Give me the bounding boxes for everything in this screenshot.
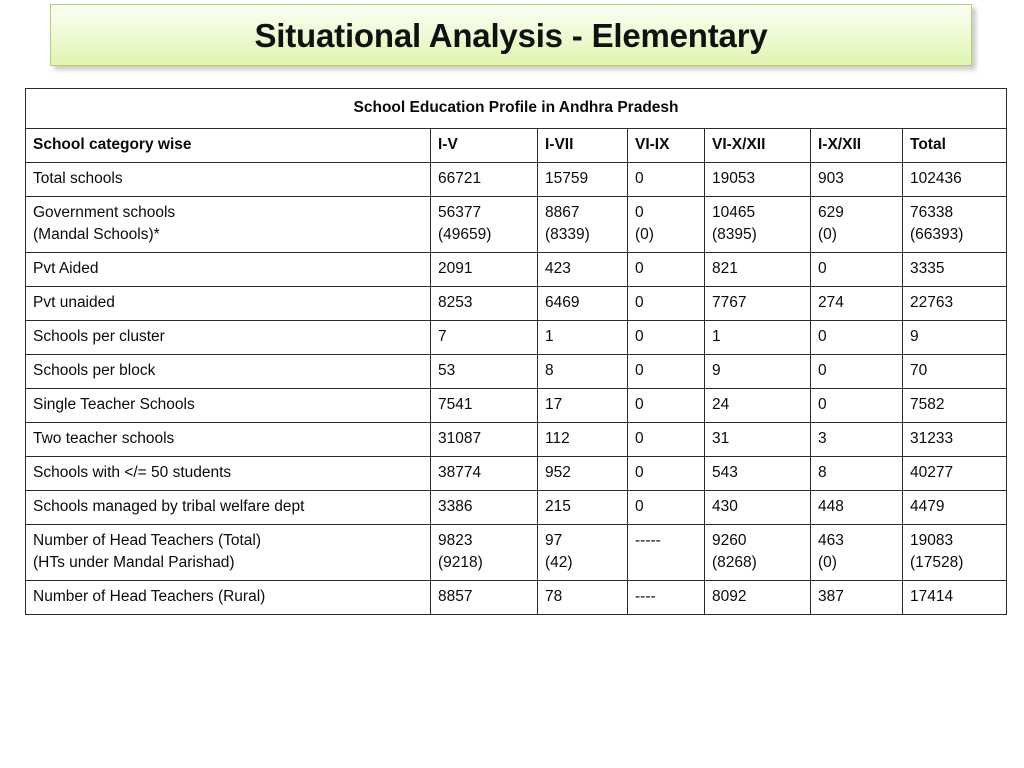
cell-value: 448 xyxy=(818,498,844,515)
cell-value: 1 xyxy=(712,328,721,345)
row-label-line2: (HTs under Mandal Parishad) xyxy=(33,554,235,571)
cell-value: 9 xyxy=(712,362,721,379)
cell-r9-c2 xyxy=(628,491,705,525)
cell-r1-c4 xyxy=(811,197,903,253)
cell-value-line2 xyxy=(635,552,697,574)
cell-r0-c0 xyxy=(431,163,538,197)
cell-value: 463 xyxy=(818,532,844,549)
table-row xyxy=(26,197,1007,253)
row-label-3 xyxy=(26,287,431,321)
cell-r8-c3 xyxy=(705,457,811,491)
table-row xyxy=(26,581,1007,615)
cell-value: 112 xyxy=(545,430,570,447)
column-header-5: I-X/XII xyxy=(811,129,903,163)
cell-value: 629 xyxy=(818,204,844,221)
cell-r11-c4 xyxy=(811,581,903,615)
cell-value: 0 xyxy=(818,396,827,413)
cell-r1-c1 xyxy=(538,197,628,253)
cell-value: 102436 xyxy=(910,170,962,187)
cell-value: 9260 xyxy=(712,532,747,549)
cell-value: 9 xyxy=(910,328,919,345)
cell-r0-c3 xyxy=(705,163,811,197)
cell-value: 31087 xyxy=(438,430,482,447)
cell-value: 0 xyxy=(818,328,827,345)
cell-value: 903 xyxy=(818,170,844,187)
row-label-line1: Schools managed by tribal welfare dept xyxy=(33,498,305,515)
cell-r2-c4 xyxy=(811,253,903,287)
column-header-6: Total xyxy=(903,129,1007,163)
cell-r11-c2 xyxy=(628,581,705,615)
cell-value: 0 xyxy=(635,362,644,379)
cell-value: 10465 xyxy=(712,204,756,221)
cell-r6-c2 xyxy=(628,389,705,423)
cell-value: 8253 xyxy=(438,294,473,311)
row-label-line1: Total schools xyxy=(33,170,123,187)
row-label-11 xyxy=(26,581,431,615)
cell-r11-c3 xyxy=(705,581,811,615)
cell-value: 24 xyxy=(712,396,730,413)
cell-value: 78 xyxy=(545,588,563,605)
cell-r2-c2 xyxy=(628,253,705,287)
cell-value-line2: (0) xyxy=(635,226,654,243)
cell-r1-c5 xyxy=(903,197,1007,253)
row-label-2 xyxy=(26,253,431,287)
cell-r1-c3 xyxy=(705,197,811,253)
cell-value: 0 xyxy=(635,294,644,311)
column-header-2: I-VII xyxy=(538,129,628,163)
table-row xyxy=(26,321,1007,355)
cell-r10-c1 xyxy=(538,525,628,581)
cell-r11-c0 xyxy=(431,581,538,615)
cell-r4-c5 xyxy=(903,321,1007,355)
cell-r8-c0 xyxy=(431,457,538,491)
row-label-line1: Government schools xyxy=(33,204,176,221)
cell-value: 0 xyxy=(635,328,644,345)
cell-r3-c1 xyxy=(538,287,628,321)
cell-r10-c0 xyxy=(431,525,538,581)
row-label-line2: (Mandal Schools)* xyxy=(33,226,160,243)
row-label-line1: Schools per block xyxy=(33,362,156,379)
cell-r6-c1 xyxy=(538,389,628,423)
table-caption-row xyxy=(26,89,1007,129)
cell-value-line2: (0) xyxy=(818,554,837,571)
cell-value: 8867 xyxy=(545,204,580,221)
cell-r5-c2 xyxy=(628,355,705,389)
cell-value: 0 xyxy=(818,362,827,379)
cell-value: 821 xyxy=(712,260,738,277)
cell-r6-c0 xyxy=(431,389,538,423)
cell-value-line2: (66393) xyxy=(910,226,964,243)
cell-r3-c4 xyxy=(811,287,903,321)
table-row xyxy=(26,491,1007,525)
table-row xyxy=(26,389,1007,423)
cell-value: 8 xyxy=(545,362,554,379)
cell-value: 66721 xyxy=(438,170,482,187)
row-label-line1: Single Teacher Schools xyxy=(33,396,195,413)
cell-r9-c4 xyxy=(811,491,903,525)
cell-value: 3335 xyxy=(910,260,945,277)
cell-r5-c3 xyxy=(705,355,811,389)
cell-r7-c3 xyxy=(705,423,811,457)
cell-value: 3386 xyxy=(438,498,473,515)
column-header-0: School category wise xyxy=(26,129,431,163)
cell-r2-c1 xyxy=(538,253,628,287)
cell-r3-c3 xyxy=(705,287,811,321)
cell-r5-c4 xyxy=(811,355,903,389)
column-header-4: VI-X/XII xyxy=(705,129,811,163)
table-row xyxy=(26,355,1007,389)
row-label-line1: Number of Head Teachers (Rural) xyxy=(33,588,266,605)
row-label-8 xyxy=(26,457,431,491)
row-label-7 xyxy=(26,423,431,457)
cell-value: 17414 xyxy=(910,588,954,605)
cell-value-line2: (0) xyxy=(818,226,837,243)
cell-r8-c2 xyxy=(628,457,705,491)
cell-value: 8857 xyxy=(438,588,473,605)
cell-value-line2: (8395) xyxy=(712,226,757,243)
cell-value: 22763 xyxy=(910,294,954,311)
cell-value: ----- xyxy=(635,532,661,549)
table-row xyxy=(26,423,1007,457)
row-label-0 xyxy=(26,163,431,197)
cell-r9-c0 xyxy=(431,491,538,525)
cell-r9-c1 xyxy=(538,491,628,525)
row-label-line1: Number of Head Teachers (Total) xyxy=(33,532,262,549)
row-label-line1: Two teacher schools xyxy=(33,430,175,447)
cell-r9-c5 xyxy=(903,491,1007,525)
cell-value: 274 xyxy=(818,294,844,311)
column-header-3: VI-IX xyxy=(628,129,705,163)
cell-value: 7 xyxy=(438,328,447,345)
cell-r4-c0 xyxy=(431,321,538,355)
cell-r11-c5 xyxy=(903,581,1007,615)
cell-r0-c1 xyxy=(538,163,628,197)
cell-r5-c0 xyxy=(431,355,538,389)
cell-value: 0 xyxy=(635,396,644,413)
cell-value-line2: (8268) xyxy=(712,554,757,571)
cell-r4-c3 xyxy=(705,321,811,355)
cell-r4-c4 xyxy=(811,321,903,355)
page-title: Situational Analysis - Elementary xyxy=(254,16,768,54)
cell-value: 19083 xyxy=(910,532,954,549)
cell-r3-c2 xyxy=(628,287,705,321)
cell-value: 0 xyxy=(818,260,827,277)
cell-r9-c3 xyxy=(705,491,811,525)
row-label-5 xyxy=(26,355,431,389)
cell-value: 387 xyxy=(818,588,844,605)
table-caption: School Education Profile in Andhra Pradesh xyxy=(26,89,1007,129)
row-label-line1: Pvt unaided xyxy=(33,294,115,311)
row-label-10 xyxy=(26,525,431,581)
cell-r2-c3 xyxy=(705,253,811,287)
cell-r8-c4 xyxy=(811,457,903,491)
cell-value: 9823 xyxy=(438,532,473,549)
cell-value: 8092 xyxy=(712,588,747,605)
cell-r5-c1 xyxy=(538,355,628,389)
row-label-line1: Schools with </= 50 students xyxy=(33,464,232,481)
table-header-row xyxy=(26,129,1007,163)
cell-value: 31233 xyxy=(910,430,954,447)
table-row xyxy=(26,457,1007,491)
cell-value: 97 xyxy=(545,532,563,549)
cell-r11-c1 xyxy=(538,581,628,615)
cell-value: 0 xyxy=(635,430,644,447)
cell-value: 1 xyxy=(545,328,554,345)
cell-r6-c5 xyxy=(903,389,1007,423)
table-row xyxy=(26,163,1007,197)
cell-r6-c4 xyxy=(811,389,903,423)
cell-r4-c2 xyxy=(628,321,705,355)
row-label-6 xyxy=(26,389,431,423)
cell-r8-c5 xyxy=(903,457,1007,491)
cell-value: 70 xyxy=(910,362,928,379)
cell-r3-c0 xyxy=(431,287,538,321)
cell-r7-c4 xyxy=(811,423,903,457)
cell-r1-c0 xyxy=(431,197,538,253)
cell-value: 7767 xyxy=(712,294,747,311)
table-row xyxy=(26,525,1007,581)
cell-value: 3 xyxy=(818,430,827,447)
cell-r0-c5 xyxy=(903,163,1007,197)
cell-value: 7582 xyxy=(910,396,945,413)
cell-value: 2091 xyxy=(438,260,473,277)
cell-value: 56377 xyxy=(438,204,482,221)
table-row xyxy=(26,253,1007,287)
cell-r3-c5 xyxy=(903,287,1007,321)
slide-title-banner xyxy=(50,4,972,66)
cell-r8-c1 xyxy=(538,457,628,491)
cell-value: 952 xyxy=(545,464,571,481)
cell-value: 0 xyxy=(635,464,644,481)
school-profile-table-container xyxy=(25,88,1006,615)
cell-r7-c2 xyxy=(628,423,705,457)
cell-value: 17 xyxy=(545,396,563,413)
cell-r0-c4 xyxy=(811,163,903,197)
cell-value: 8 xyxy=(818,464,827,481)
cell-r10-c3 xyxy=(705,525,811,581)
cell-value: 19053 xyxy=(712,170,756,187)
cell-value: 0 xyxy=(635,204,644,221)
row-label-line1: Pvt Aided xyxy=(33,260,99,277)
cell-r6-c3 xyxy=(705,389,811,423)
cell-r10-c5 xyxy=(903,525,1007,581)
row-label-4 xyxy=(26,321,431,355)
cell-r7-c5 xyxy=(903,423,1007,457)
cell-value: 6469 xyxy=(545,294,580,311)
cell-value: 0 xyxy=(635,498,644,515)
cell-r0-c2 xyxy=(628,163,705,197)
cell-r7-c1 xyxy=(538,423,628,457)
cell-value: 15759 xyxy=(545,170,589,187)
column-header-1: I-V xyxy=(431,129,538,163)
row-label-line1: Schools per cluster xyxy=(33,328,165,345)
cell-value-line2: (42) xyxy=(545,554,573,571)
cell-value-line2: (17528) xyxy=(910,554,964,571)
table-row xyxy=(26,287,1007,321)
cell-value: 76338 xyxy=(910,204,954,221)
cell-value: 0 xyxy=(635,170,644,187)
cell-r4-c1 xyxy=(538,321,628,355)
cell-value: 215 xyxy=(545,498,571,515)
cell-r1-c2 xyxy=(628,197,705,253)
cell-r2-c0 xyxy=(431,253,538,287)
cell-r2-c5 xyxy=(903,253,1007,287)
cell-value: 7541 xyxy=(438,396,473,413)
cell-value-line2: (9218) xyxy=(438,554,483,571)
cell-value-line2: (49659) xyxy=(438,226,492,243)
cell-value: 0 xyxy=(635,260,644,277)
cell-value: ---- xyxy=(635,588,656,605)
cell-value: 543 xyxy=(712,464,738,481)
cell-value: 31 xyxy=(712,430,730,447)
cell-value: 4479 xyxy=(910,498,945,515)
cell-value: 423 xyxy=(545,260,571,277)
cell-value-line2: (8339) xyxy=(545,226,590,243)
cell-value: 38774 xyxy=(438,464,482,481)
row-label-9 xyxy=(26,491,431,525)
cell-r5-c5 xyxy=(903,355,1007,389)
cell-r10-c4 xyxy=(811,525,903,581)
cell-value: 430 xyxy=(712,498,738,515)
cell-value: 53 xyxy=(438,362,456,379)
cell-r7-c0 xyxy=(431,423,538,457)
cell-r10-c2 xyxy=(628,525,705,581)
cell-value: 40277 xyxy=(910,464,954,481)
row-label-1 xyxy=(26,197,431,253)
school-education-profile-table xyxy=(25,88,1007,615)
